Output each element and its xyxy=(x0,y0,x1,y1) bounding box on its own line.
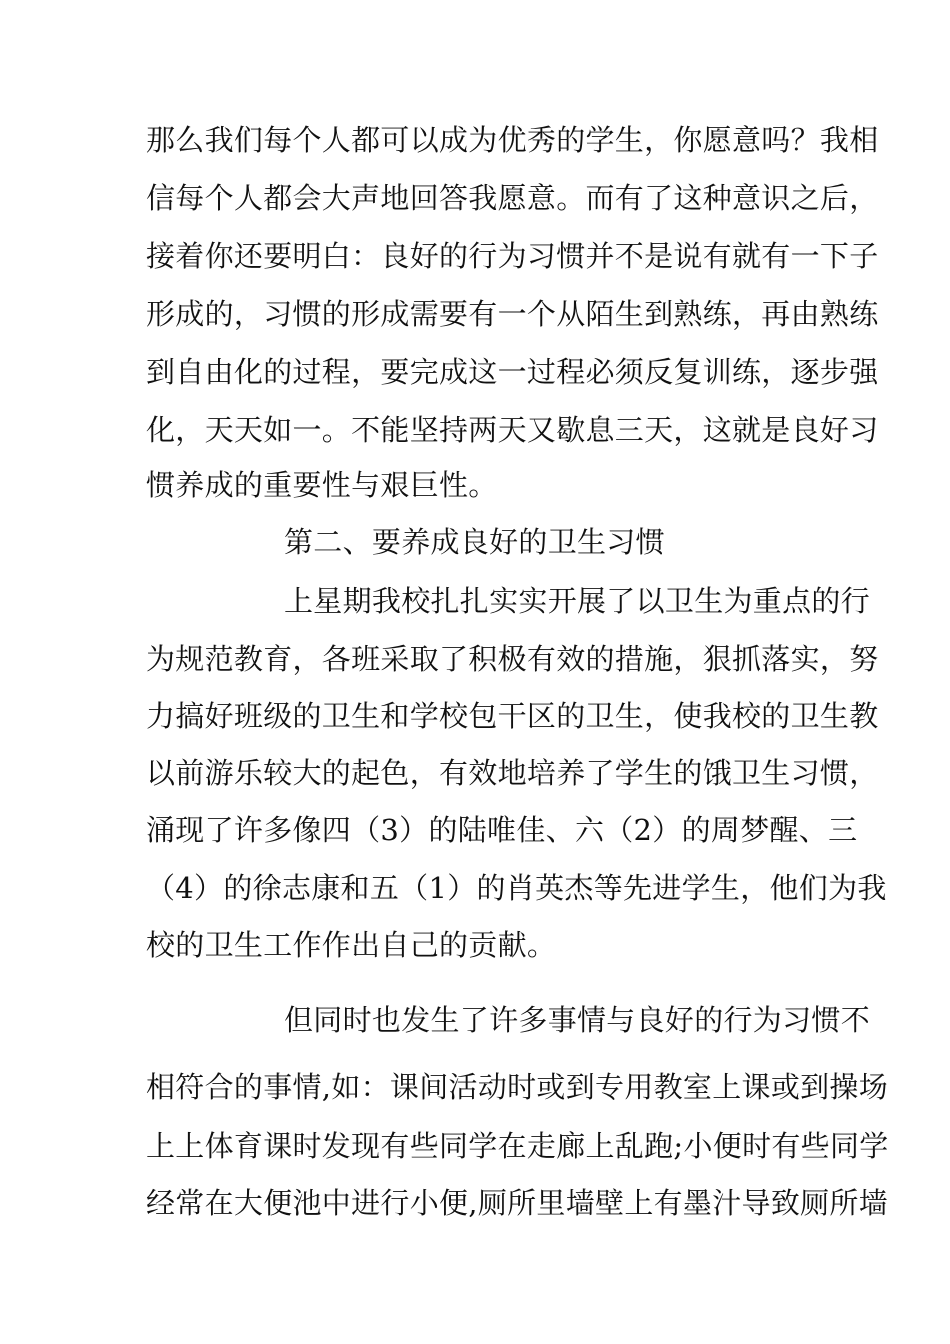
paragraph-2-line-7: 校的卫生工作作出自己的贡献。 xyxy=(146,928,557,962)
paragraph-1-line-5: 到自由化的过程，要完成这一过程必须反复训练，逐步强 xyxy=(146,355,879,389)
paragraph-1-line-2: 信每个人都会大声地回答我愿意。而有了这种意识之后， xyxy=(146,181,879,215)
paragraph-3-line-4: 经常在大便池中进行小便,厕所里墙壁上有墨汁导致厕所墙 xyxy=(146,1186,889,1220)
paragraph-2-line-3: 力搞好班级的卫生和学校包干区的卫生，使我校的卫生教 xyxy=(146,699,879,733)
paragraph-1-line-7: 惯养成的重要性与艰巨性。 xyxy=(146,468,498,502)
paragraph-1-line-3: 接着你还要明白：良好的行为习惯并不是说有就有一下子 xyxy=(146,239,879,273)
paragraph-2-line-4: 以前游乐较大的起色，有效地培养了学生的饿卫生习惯， xyxy=(146,756,879,790)
paragraph-2-line-5: 涌现了许多像四（3）的陆唯佳、六（2）的周梦醒、三 xyxy=(146,813,858,847)
paragraph-2-line-2: 为规范教育，各班采取了积极有效的措施，狠抓落实，努 xyxy=(146,642,879,676)
paragraph-1-line-1: 那么我们每个人都可以成为优秀的学生，你愿意吗？我相 xyxy=(146,123,879,157)
paragraph-1-line-4: 形成的，习惯的形成需要有一个从陌生到熟练，再由熟练 xyxy=(146,297,879,331)
section-heading: 第二、要养成良好的卫生习惯 xyxy=(284,525,665,559)
paragraph-3-line-3: 上上体育课时发现有些同学在走廊上乱跑;小便时有些同学 xyxy=(146,1129,889,1163)
paragraph-2-line-1: 上星期我校扎扎实实开展了以卫生为重点的行 xyxy=(284,584,871,618)
paragraph-3-line-2: 相符合的事情,如：课间活动时或到专用教室上课或到操场 xyxy=(146,1070,889,1104)
paragraph-2-line-6: （4）的徐志康和五（1）的肖英杰等先进学生，他们为我 xyxy=(146,871,887,905)
paragraph-1-line-6: 化，天天如一。不能坚持两天又歇息三天，这就是良好习 xyxy=(146,413,879,447)
paragraph-3-line-1: 但同时也发生了许多事情与良好的行为习惯不 xyxy=(284,1003,871,1037)
